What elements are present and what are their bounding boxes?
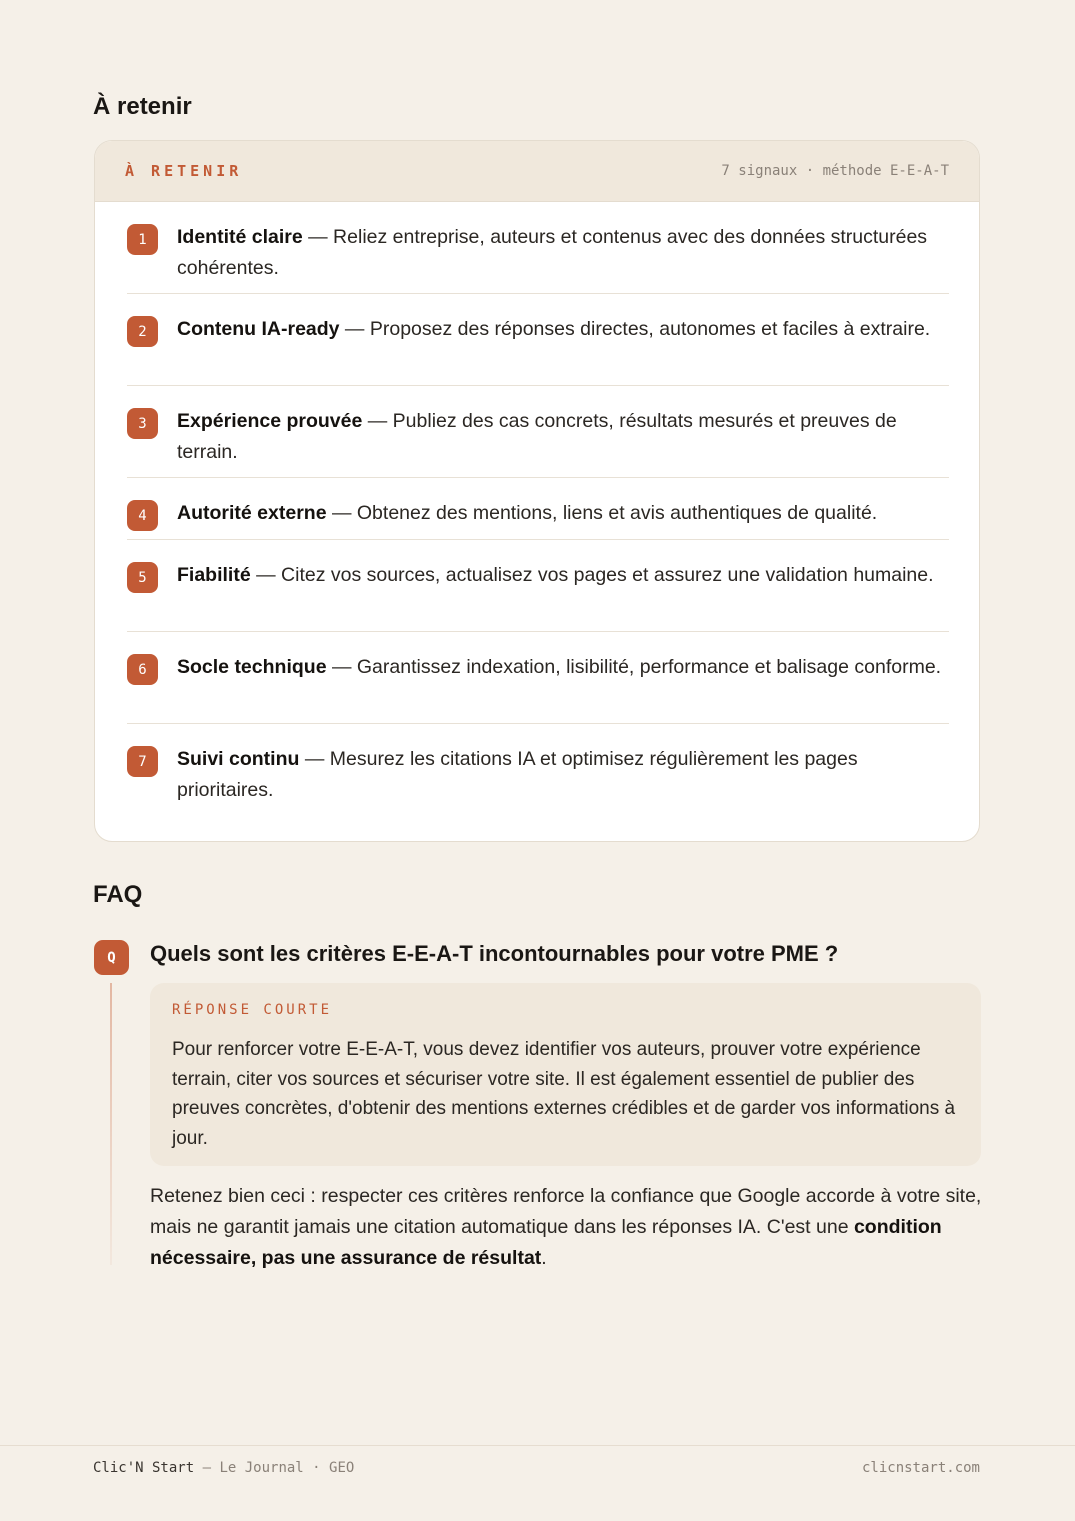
footer-domain: clicnstart.com: [861, 1460, 980, 1476]
faq-note-end: .: [541, 1247, 547, 1269]
item-text: [177, 314, 947, 345]
item-description: — Reliez entreprise, auteurs et contenus avec des données structurées cohérentes.: [177, 226, 928, 279]
footer-brand: Clic'N Start: [93, 1460, 195, 1476]
list-item: [127, 540, 949, 632]
question-badge: Q: [94, 940, 129, 975]
list-item: [127, 478, 949, 540]
item-number-badge: 1: [127, 224, 158, 255]
signals-list: [127, 202, 949, 816]
retenir-card: [94, 140, 980, 842]
faq-connector-line: [110, 983, 112, 1265]
list-item: [127, 386, 949, 478]
retenir-heading: À retenir: [93, 93, 192, 120]
item-title: Identité claire: [177, 226, 303, 248]
faq-note-emphasis: condition nécessaire, pas une assurance de résultat: [150, 1216, 942, 1269]
footer-credit: [93, 1460, 354, 1476]
item-text: [177, 744, 947, 806]
item-number-badge: 6: [127, 654, 158, 685]
item-title: Autorité externe: [177, 502, 327, 524]
list-item: [127, 632, 949, 724]
item-description: — Mesurez les citations IA et optimisez régulièrement les pages prioritaires.: [177, 748, 858, 801]
item-description: — Publiez des cas concrets, résultats mesurés et preuves de terrain.: [177, 410, 897, 463]
item-title: Contenu IA-ready: [177, 318, 340, 340]
list-item: [127, 202, 949, 294]
short-answer-text: Pour renforcer votre E-E-A-T, vous devez identifier vos auteurs, prouver votre expérience terrain, citer vos sources et sécuriser votre site. Il est également essentiel de publier des preuves concrètes, d'obtenir des mentions externes crédibles et de garder vos informations à jour.: [172, 1039, 956, 1149]
faq-note: [150, 1181, 985, 1274]
item-description: — Proposez des réponses directes, autonomes et faciles à extraire.: [339, 318, 931, 340]
item-title: Suivi continu: [177, 748, 300, 770]
item-number-badge: 5: [127, 562, 158, 593]
page-footer: [0, 1445, 1075, 1521]
item-description: — Citez vos sources, actualisez vos pages et assurez une validation humaine.: [250, 564, 934, 586]
item-number-badge: 4: [127, 500, 158, 531]
item-title: Socle technique: [177, 656, 327, 678]
faq-note-text: Retenez bien ceci : respecter ces critères renforce la confiance que Google accorde à votre site, mais ne garantit jamais une citation automatique dans les réponses IA. C'est une: [150, 1185, 982, 1238]
list-item: [127, 724, 949, 816]
retenir-card-header: [95, 141, 979, 202]
item-title: Fiabilité: [177, 564, 251, 586]
item-text: [177, 652, 947, 683]
list-item: [127, 294, 949, 386]
short-answer-label: RÉPONSE COURTE: [172, 1002, 333, 1018]
retenir-eyebrow: À RETENIR: [125, 162, 243, 180]
item-text: [177, 222, 947, 284]
footer-section: — Le Journal · GEO: [194, 1460, 355, 1476]
item-description: — Garantissez indexation, lisibilité, performance et balisage conforme.: [326, 656, 942, 678]
item-number-badge: 3: [127, 408, 158, 439]
faq-heading: FAQ: [93, 881, 143, 908]
item-text: [177, 406, 947, 468]
faq-question: Quels sont les critères E-E-A-T incontournables pour votre PME ?: [150, 941, 839, 966]
item-title: Expérience prouvée: [177, 410, 363, 432]
retenir-meta: 7 signaux · méthode E-E-A-T: [721, 163, 949, 179]
item-number-badge: 7: [127, 746, 158, 777]
item-text: [177, 560, 947, 591]
short-answer-box: [150, 983, 981, 1166]
item-text: [177, 498, 947, 529]
item-number-badge: 2: [127, 316, 158, 347]
item-description: — Obtenez des mentions, liens et avis authentiques de qualité.: [326, 502, 878, 524]
